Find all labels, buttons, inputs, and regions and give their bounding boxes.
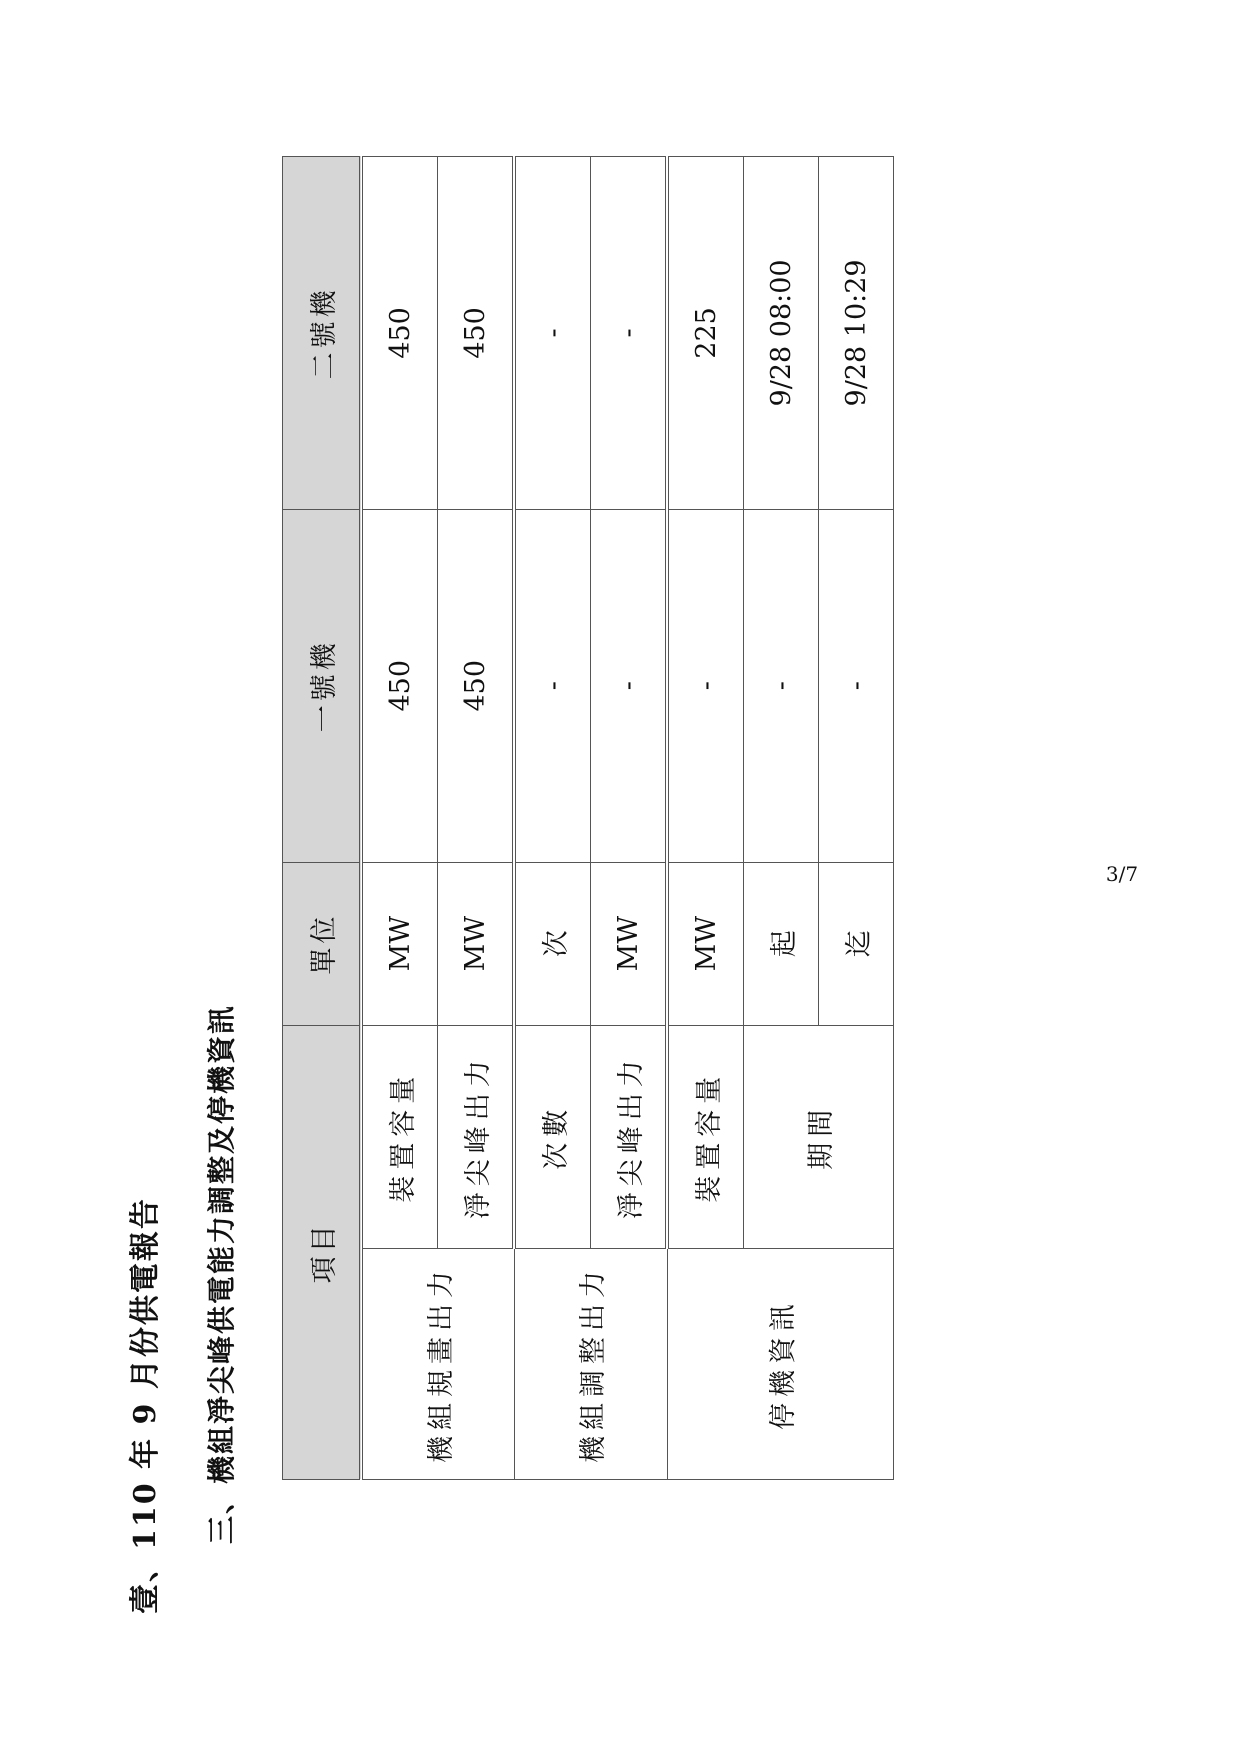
header-unit-1: 一號機	[283, 509, 362, 862]
unit1-value: -	[819, 509, 894, 862]
section-heading: 三、機組淨尖峰供電能力調整及停機資訊	[205, 1003, 238, 1544]
item-label: 淨尖峰出力	[591, 1025, 668, 1248]
group-label: 機組調整出力	[514, 1248, 667, 1479]
unit2-value: 9/28 08:00	[744, 157, 819, 510]
table-header-row	[283, 157, 362, 1480]
unit2-value: -	[514, 157, 591, 510]
group-label: 停機資訊	[667, 1248, 894, 1479]
header-unit-2: 二號機	[283, 157, 362, 510]
unit2-value: 9/28 10:29	[819, 157, 894, 510]
unit-cell: MW	[438, 862, 515, 1025]
report-heading: 壹、110 年 9 月份供電報告	[128, 1197, 163, 1614]
unit-cell: 起	[744, 862, 819, 1025]
item-label: 期間	[744, 1025, 894, 1248]
unit1-value: -	[667, 509, 744, 862]
unit2-value: 450	[438, 157, 515, 510]
unit2-value: -	[591, 157, 668, 510]
item-label: 裝置容量	[667, 1025, 744, 1248]
unit2-value: 450	[361, 157, 438, 510]
header-item: 項目	[283, 1025, 362, 1479]
unit1-value: 450	[438, 509, 515, 862]
page-number: 3/7	[1105, 861, 1139, 886]
unit1-value: -	[591, 509, 668, 862]
unit-cell: MW	[591, 862, 668, 1025]
capacity-table	[282, 156, 894, 1480]
unit1-value: -	[744, 509, 819, 862]
unit-cell: 迄	[819, 862, 894, 1025]
header-unit: 單位	[283, 862, 362, 1025]
table-row	[361, 157, 438, 1480]
unit1-value: 450	[361, 509, 438, 862]
item-label: 裝置容量	[361, 1025, 438, 1248]
group-label: 機組規畫出力	[361, 1248, 514, 1479]
table-row	[514, 157, 591, 1480]
item-label: 次數	[514, 1025, 591, 1248]
item-label: 淨尖峰出力	[438, 1025, 515, 1248]
table-row	[667, 157, 744, 1480]
unit1-value: -	[514, 509, 591, 862]
unit-cell: MW	[667, 862, 744, 1025]
unit2-value: 225	[667, 157, 744, 510]
unit-cell: 次	[514, 862, 591, 1025]
unit-cell: MW	[361, 862, 438, 1025]
